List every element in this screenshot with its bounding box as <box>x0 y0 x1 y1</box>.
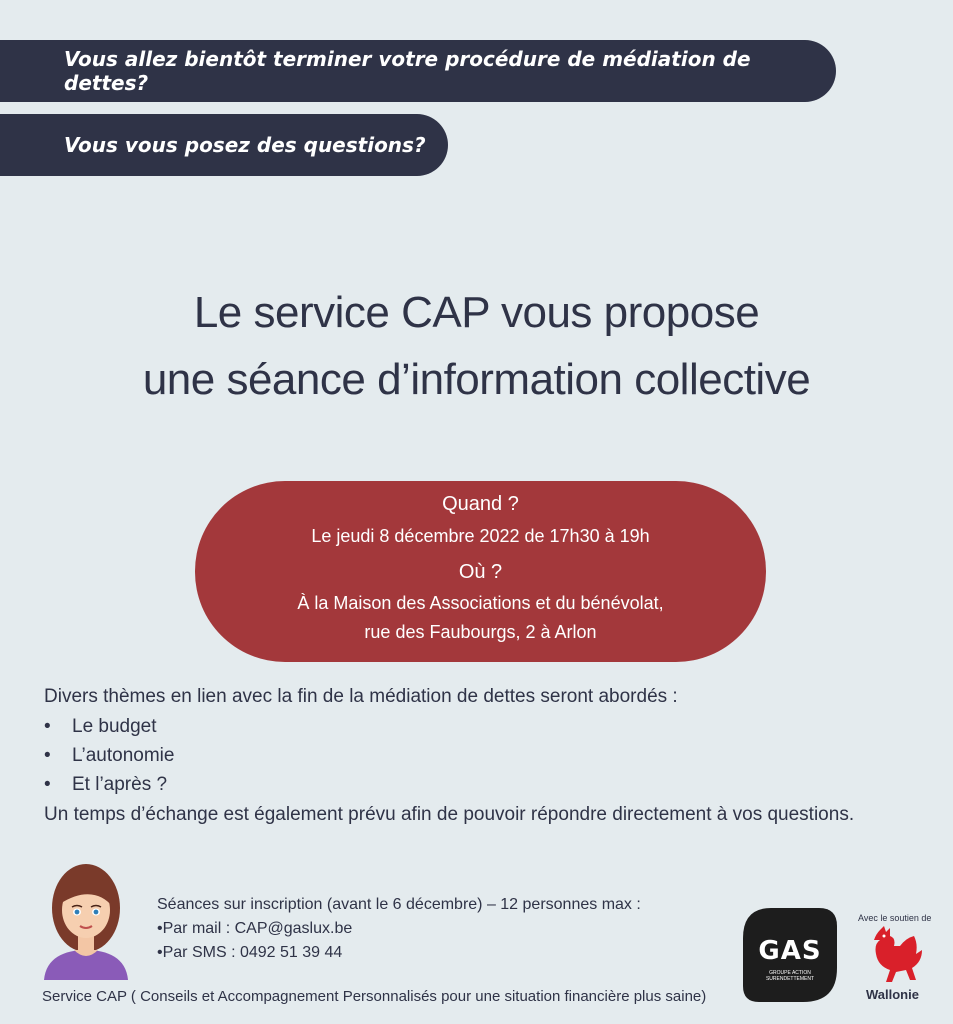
question-banner-1 <box>0 40 836 102</box>
question-banner-2-text: Vous vous posez des questions? <box>64 133 426 157</box>
gas-logo-subtitle <box>741 970 839 982</box>
bullet: • <box>44 745 51 766</box>
footer-service-description: Service CAP ( Conseils et Accompagnement Personnalisés pour une situation financière plus saine) <box>42 988 707 1005</box>
theme-label: Et l’après ? <box>72 774 168 795</box>
when-label: Quand ? <box>442 493 519 515</box>
theme-list-item <box>44 774 167 796</box>
exchange-note: Un temps d’échange est également prévu afin de pouvoir répondre directement à vos questions. <box>44 804 855 825</box>
headline-line-2: une séance d’information collective <box>142 355 811 404</box>
headline-line-1: Le service CAP vous propose <box>193 288 760 337</box>
gas-logo-subtitle-line-2: SURENDETTEMENT <box>765 976 815 982</box>
theme-label: L’autonomie <box>72 745 175 766</box>
when-text: Le jeudi 8 décembre 2022 de 17h30 à 19h <box>311 526 650 546</box>
theme-label: Le budget <box>72 716 157 737</box>
wallonie-label: Wallonie <box>866 987 919 1002</box>
theme-list-item <box>44 745 174 767</box>
gas-logo <box>741 906 839 1004</box>
registration-info: Séances sur inscription (avant le 6 décembre) – 12 personnes max : <box>157 896 641 913</box>
woman-avatar-icon <box>40 858 132 980</box>
where-text-line-2: rue des Faubourgs, 2 à Arlon <box>364 622 597 642</box>
gas-logo-subtitle-line-1: GROUPE ACTION <box>769 970 811 976</box>
contact-sms: •Par SMS : 0492 51 39 44 <box>157 944 343 961</box>
question-banner-2 <box>0 114 448 176</box>
bullet: • <box>44 716 51 737</box>
event-info-box <box>195 481 766 662</box>
theme-list-item <box>44 716 157 738</box>
contact-email: •Par mail : CAP@gaslux.be <box>157 920 353 937</box>
gas-logo-text: GAS <box>758 936 822 966</box>
support-label: Avec le soutien de <box>858 913 932 923</box>
where-label: Où ? <box>458 561 503 583</box>
wallonia-rooster-icon <box>866 924 926 986</box>
themes-intro: Divers thèmes en lien avec la fin de la médiation de dettes seront abordés : <box>44 686 678 707</box>
where-text-line-1: À la Maison des Associations et du bénévolat, <box>297 593 664 613</box>
question-banner-1-text: Vous allez bientôt terminer votre procédure de médiation de dettes? <box>64 47 751 95</box>
bullet: • <box>44 774 51 795</box>
